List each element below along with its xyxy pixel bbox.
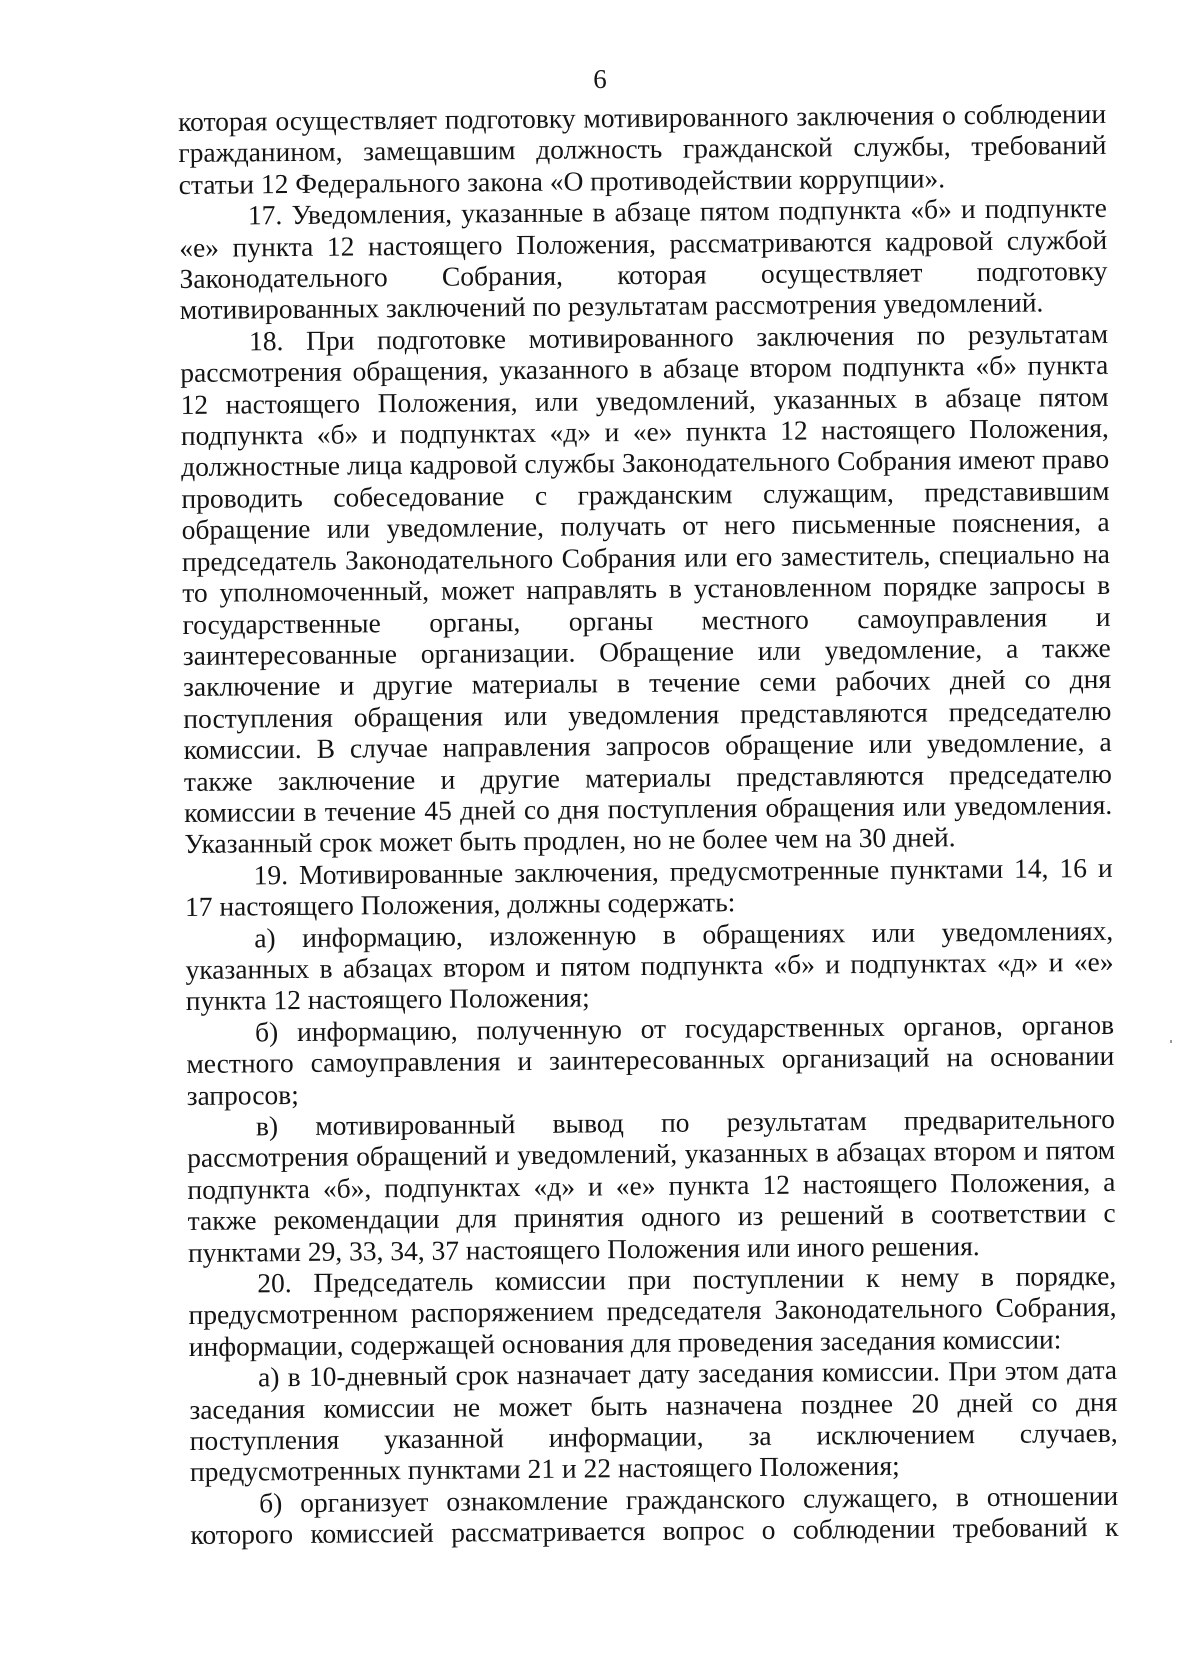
- paragraph-19-v: в) мотивированный вывод по результатам предварительного рассмотрения обращений и уведомлений, указанных в абзацах втором и пятом подпункта «б», подпунктах «д» и «е» пункта 12 настоящего Положения, а также рекомендации для принятия одного из решений в соответствии с пунктами 29, 33, 34, 37 настоящего Положения или иного решения.: [187, 1102, 1116, 1268]
- paragraph-19-b: б) информацию, полученную от государственных органов, органов местного самоуправления и заинтересованных организаций на основании запросов;: [186, 1008, 1115, 1111]
- paragraph-20: 20. Председатель комиссии при поступлении к нему в порядке, предусмотренном распоряжением председателя Законодательного Собрания, информации, содержащей основания для проведения заседания комиссии:: [188, 1259, 1117, 1362]
- page-number: 6: [593, 64, 607, 94]
- paragraph-20-b: б) организует ознакомление гражданского служащего, в отношении которого комиссией рассматривается вопрос о соблюдении требований к: [190, 1479, 1119, 1551]
- paragraph-17: 17. Уведомления, указанные в абзаце пятом подпункта «б» и подпункте «е» пункта 12 настоящего Положения, рассматриваются кадровой службой Законодательного Собрания, которая осуществляет подготовку мотивированных заключений по результатам рассмотрения уведомлений.: [179, 192, 1108, 326]
- paragraph-19: 19. Мотивированные заключения, предусмотренные пунктами 14, 16 и 17 настоящего Положения, должны содержать:: [184, 851, 1113, 923]
- scan-speck: [1170, 1040, 1172, 1043]
- paragraph-continuation: которая осуществляет подготовку мотивированного заключения о соблюдении гражданином, замещавшим должность гражданской службы, требований статьи 12 Федерального закона «О противодействии коррупции».: [178, 97, 1107, 200]
- document-body: [178, 98, 1119, 1551]
- paragraph-20-a: а) в 10-дневный срок назначает дату заседания комиссии. При этом дата заседания комиссии не может быть назначена позднее 20 дней со дня поступления указанной информации, за исключением случаев, предусмотренных пунктами 21 и 22 настоящего Положения;: [189, 1354, 1118, 1488]
- paragraph-18: 18. При подготовке мотивированного заключения по результатам рассмотрения обращения, указанного в абзаце втором подпункта «б» пункта 12 настоящего Положения, или уведомлений, указанных в абзаце пятом подпункта «б» и подпунктах «д» и «е» пункта 12 настоящего Положения, должностные лица кадровой службы Законодательного Собрания имеют право проводить собеседование с гражданским служащим, представившим обращение или уведомление, получать от него письменные пояснения, а председатель Законодательного Собрания или его заместитель, специально на то уполномоченный, может направлять в установленном порядке запросы в государственные органы, органы местного самоуправления и заинтересованные организации. Обращение или уведомление, а также заключение и другие материалы в течение семи рабочих дней со дня поступления обращения или уведомления представляются председателю комиссии. В случае направления запросов обращение или уведомление, а также заключение и другие материалы представляются председателю комиссии в течение 45 дней со дня поступления обращения или уведомления. Указанный срок может быть продлен, но не более чем на 30 дней.: [180, 317, 1113, 860]
- paragraph-19-a: а) информацию, изложенную в обращениях или уведомлениях, указанных в абзацах втором и пятом подпункта «б» и подпунктах «д» и «е» пункта 12 настоящего Положения;: [185, 914, 1114, 1017]
